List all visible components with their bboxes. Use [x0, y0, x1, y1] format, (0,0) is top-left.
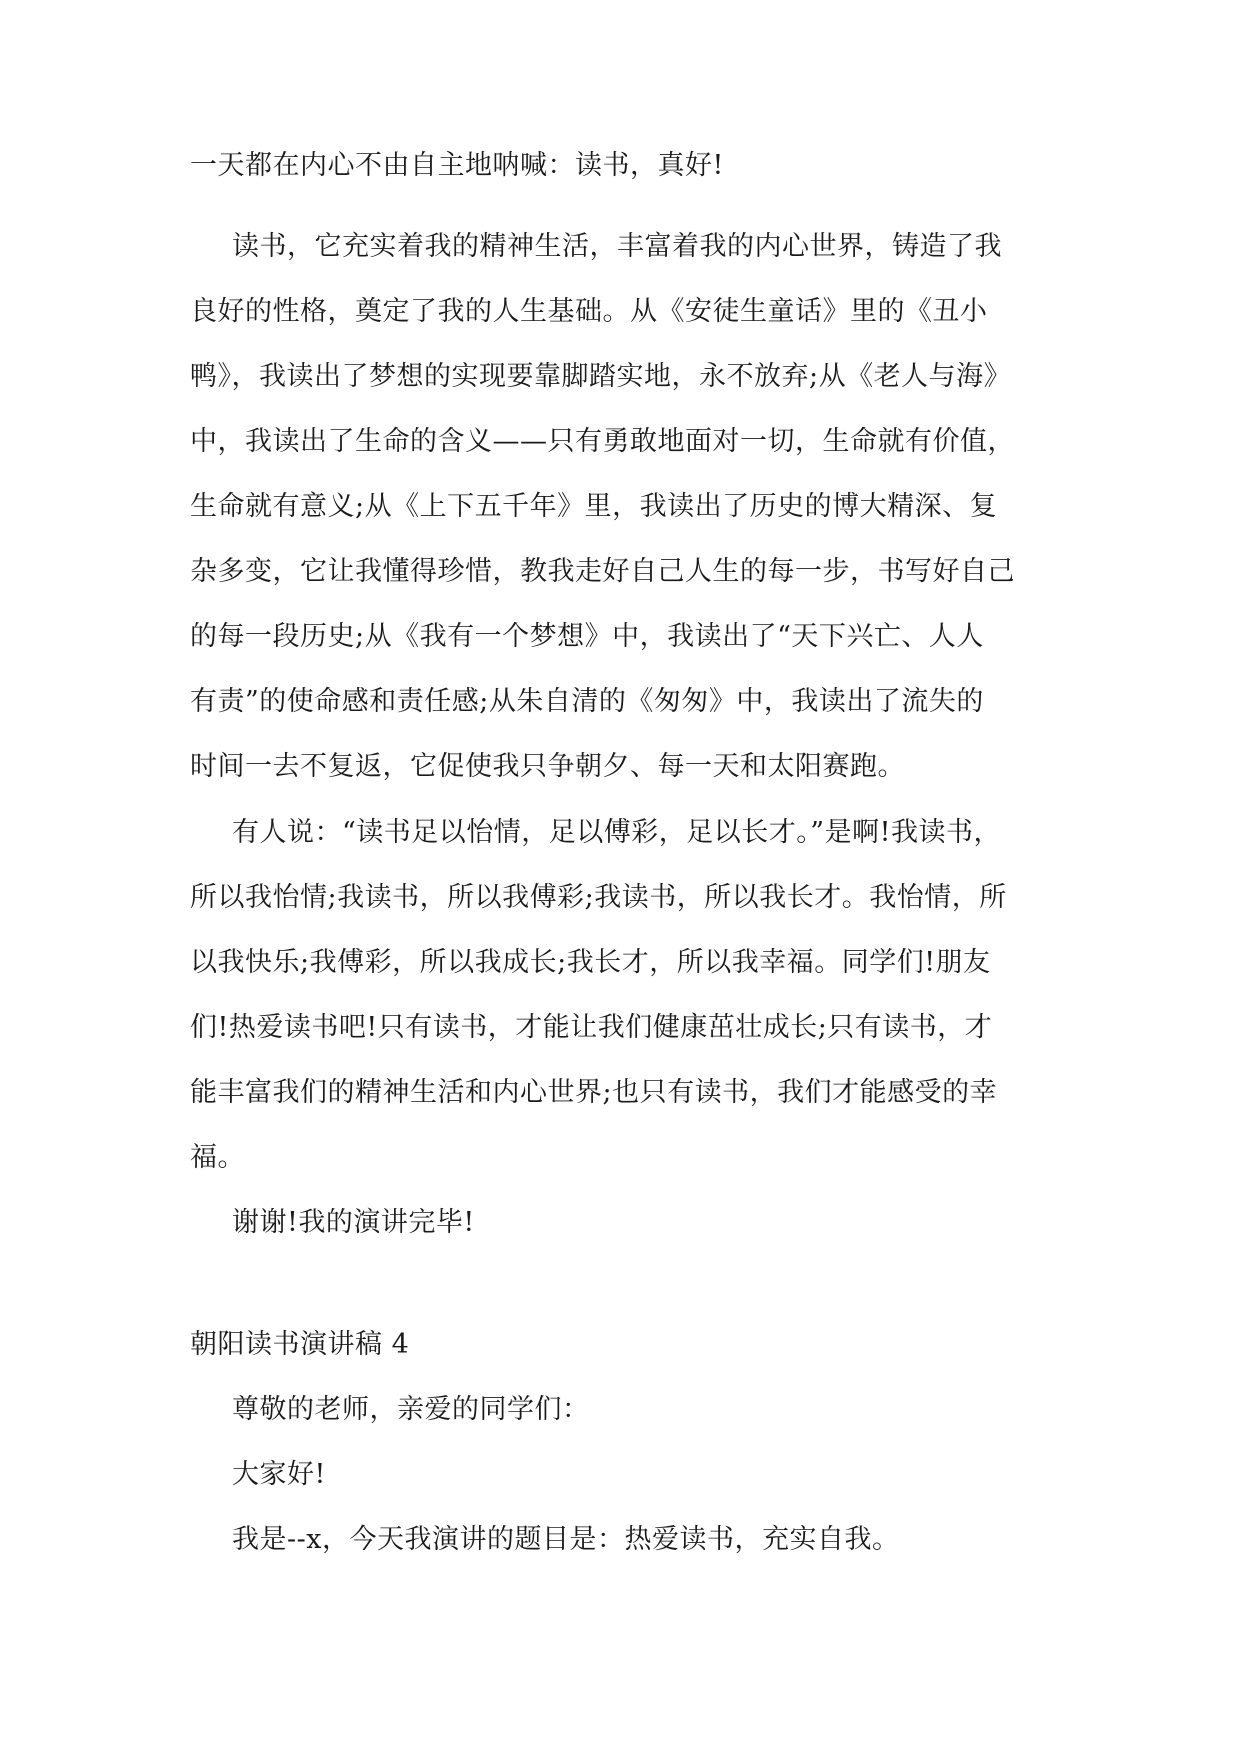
paragraph-line: 以我快乐;我傅彩，所以我成长;我长才，所以我幸福。同学们!朋友: [190, 947, 991, 978]
paragraph-line: 时间一去不复返，它促使我只争朝夕、每一天和太阳赛跑。: [190, 751, 905, 782]
paragraph-line: 能丰富我们的精神生活和内心世界;也只有读书，我们才能感受的幸: [190, 1077, 998, 1108]
paragraph-line: 鸭》，我读出了梦想的实现要靠脚踏实地，永不放弃;从《老人与海》: [190, 361, 1012, 392]
continuation-line: 一天都在内心不由自主地呐喊：读书，真好!: [190, 150, 724, 181]
section-title: 朝阳读书演讲稿 4: [190, 1329, 410, 1360]
intro-line: 我是--x，今天我演讲的题目是：热爱读书，充实自我。: [232, 1524, 900, 1555]
paragraph-line: 读书，它充实着我的精神生活，丰富着我的内心世界，铸造了我: [232, 231, 1002, 262]
paragraph-line: 们!热爱读书吧!只有读书，才能让我们健康茁壮成长;只有读书，才: [190, 1012, 993, 1043]
paragraph-line: 良好的性格，奠定了我的人生基础。从《安徒生童话》里的《丑小: [190, 296, 988, 327]
paragraph-line: 所以我怡情;我读书，所以我傅彩;我读书，所以我长才。我怡情，所: [190, 882, 1007, 913]
paragraph-line: 有人说：“读书足以怡情，足以傅彩，足以长才。”是啊!我读书，: [232, 817, 1001, 848]
salutation-line: 尊敬的老师，亲爱的同学们：: [232, 1394, 590, 1425]
paragraph-line: 的每一段历史;从《我有一个梦想》中，我读出了“天下兴亡、人人: [190, 621, 984, 652]
paragraph-line: 中，我读出了生命的含义——只有勇敢地面对一切，生命就有价值，: [190, 426, 1015, 457]
paragraph-line: 有责”的使命感和责任感;从朱自清的《匆匆》中，我读出了流失的: [190, 686, 984, 717]
greeting-line: 大家好!: [232, 1459, 326, 1490]
closing-line: 谢谢!我的演讲完毕!: [232, 1207, 475, 1238]
paragraph-line: 生命就有意义;从《上下五千年》里，我读出了历史的博大精深、复: [190, 491, 998, 522]
paragraph-line: 杂多变，它让我懂得珍惜，教我走好自己人生的每一步，书写好自己: [190, 556, 1015, 587]
paragraph-line: 福。: [190, 1142, 245, 1173]
